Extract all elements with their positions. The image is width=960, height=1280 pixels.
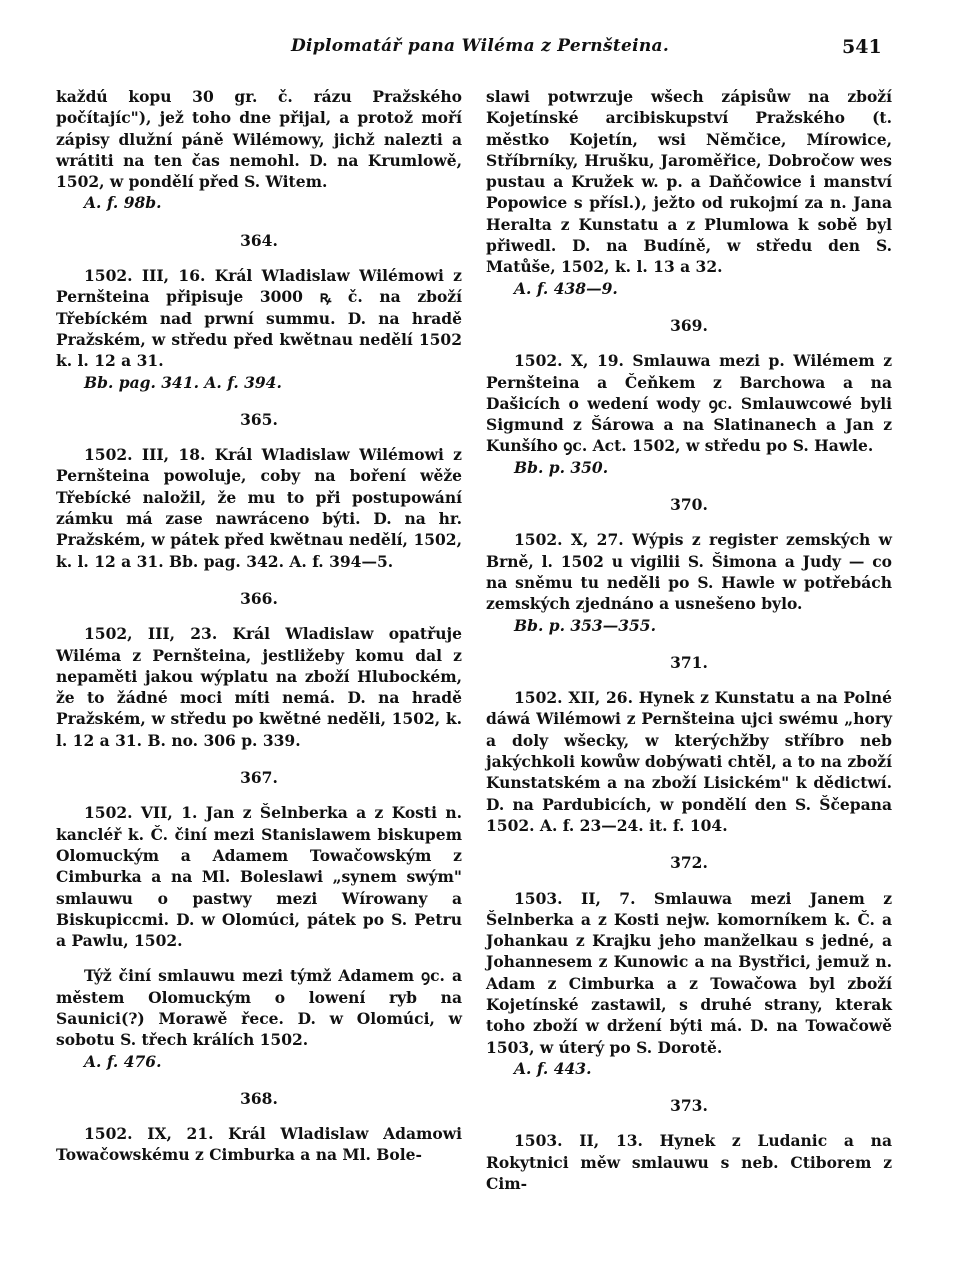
page-number: 541 [842,36,882,58]
entry-367b-text: Týž činí smlauwu mezi týmž Adamem ꝯc. a městem Olomuckým o lowení ryb na Saunici(?) Morawě řece. D. w Olomúci, w sobotu S. třech králích 1502. [56,966,462,1050]
entry-372-text: 1503. II, 7. Smlauwa mezi Janem z Šelnberka a z Kosti nejw. komorníkem k. Č. a Johankau z Krajku jeho manželkau s jedné, a Johannesem z Kunowic a na Bystřici, jemuž n. Adam z Cimburka a z Towačowa byl zboží Kojetínské zastawil, s druhé strany, kterak toho zboží w držení býti má. D. na Towačowě 1503, w úterý po S. Dorotě. [486,888,892,1057]
entry-371-number: 371. [670,652,708,672]
entry-368-source: A. f. 438—9. [514,278,618,298]
entry-363-source: A. f. 98b. [84,193,162,213]
entry-367-number: 367. [240,768,278,788]
entry-372-source: A. f. 443. [514,1058,592,1078]
entry-365-number: 365. [240,409,278,429]
entry-368-continuation: slawi potwrzuje wšech zápisůw na zboží Kojetínské arcibiskupství Pražského (t. městko Kojetín, wsi Němčice, Mírowice, Stříbrníky, Hrušku, Jaroměřice, Dobročow wes pustau a Kružek w. p. a Daňčowice i manství Popowice s přísl.), ježto od rukojmí za n. Jana Heralta z Kunstatu a z Plumlowa k sobě byl přiwedl. D. na Budíně, w středu den S. Matůše, 1502, k. l. 13 a 32. [486,87,892,277]
entry-364-text: 1502. III, 16. Král Wladislaw Wilémowi z Pernšteina připisuje 3000 ꝶ č. na zboží Třebíckém nad prwní summu. D. na hradě Pražském, w středu před kwětnau nedělí 1502 k. l. 12 a 31. [56,266,462,371]
entry-365-text: 1502. III, 18. Král Wladislaw Wilémowi z Pernšteina powoluje, coby na boření wěže Třebícké naložil, že mu to při postupowání zámku má zase nawráceno býti. D. na hr. Pražském, w pátek před kwětnau nedělí, 1502, k. l. 12 a 31. Bb. pag. 342. A. f. 394—5. [56,445,462,571]
entry-373-text: 1503. II, 13. Hynek z Ludanic a na Rokytnici měw smlauwu s neb. Ctiborem z Cim- [486,1131,892,1194]
entry-370-number: 370. [670,495,708,515]
entry-364-source: Bb. pag. 341. A. f. 394. [84,372,282,392]
entry-363-text: každú kopu 30 gr. č. rázu Pražského počítajíc"), jež toho dne přijal, a protož moří zápisy dlužní páně Wilémowy, jichž nalezti a wrátiti na ten čas nemohl. D. na Krumlowě, 1502, w pondělí před S. Witem. [56,87,462,192]
entry-370-source: Bb. p. 353—355. [514,615,656,635]
entry-369-number: 369. [670,315,708,335]
left-column [56,86,462,1166]
entry-373-number: 373. [670,1096,708,1116]
entry-366-number: 366. [240,588,278,608]
entry-371-text: 1502. XII, 26. Hynek z Kunstatu a na Polné dáwá Wilémowi z Pernšteina ujci swému „hory a doly wšecky, w kterýchžby stříbro neb jakýchkoli kowůw dobýwati chtěl, a to na zboží Kunstatském a na zboží Lisickém" k dědictwí. D. na Pardubicích, w pondělí den S. Ščepana 1502. A. f. 23—24. it. f. 104. [486,688,892,835]
entry-369-text: 1502. X, 19. Smlauwa mezi p. Wilémem z Pernšteina a Čeňkem z Barchowa a na Dašicích o wedení wody ꝯc. Smlauwcowé byli Sigmund z Šárowa a na Slatinanech a Jan z Kunšího ꝯc. Act. 1502, w středu po S. Hawle. [486,351,892,456]
entry-368-number: 368. [240,1088,278,1108]
entry-368-text: 1502. IX, 21. Král Wladislaw Adamowi Towačowskému z Cimburka a na Ml. Bole- [56,1124,462,1165]
right-column [486,86,892,1194]
entry-366-text: 1502, III, 23. Král Wladislaw opatřuje Wiléma z Pernšteina, jestližeby komu dal z nepaměti jakou wýplatu na zboží Hlubockém, že to žádné moci míti nemá. D. na hradě Pražském, w středu po kwětné neděli, 1502, k. l. 12 a 31. B. no. 306 p. 339. [56,624,462,750]
entry-367-text: 1502. VII, 1. Jan z Šelnberka a z Kosti n. kancléř k. Č. činí mezi Stanislawem biskupem Olomuckým a Adamem Towačowským z Cimburka a na Ml. Boleslawi „synem swým" smlauwu o pastwy mezi Wírowany a Biskupiccmi. D. w Olomúci, pátek po S. Petru a Pawlu, 1502. [56,803,462,951]
entry-370-text: 1502. X, 27. Wýpis z register zemských w Brně, l. 1502 u vigilii S. Šimona a Judy — co na sněmu tu neděli po S. Hawle w potřebách zemských zjednáno a usnešeno bylo. [486,530,892,614]
entry-367b-source: A. f. 476. [84,1051,162,1071]
page-header [0,36,960,66]
running-title: Diplomatář pana Wiléma z Pernšteina. [290,36,670,56]
entry-372-number: 372. [670,853,708,873]
entry-364-number: 364. [240,230,278,250]
entry-369-source: Bb. p. 350. [514,457,609,477]
